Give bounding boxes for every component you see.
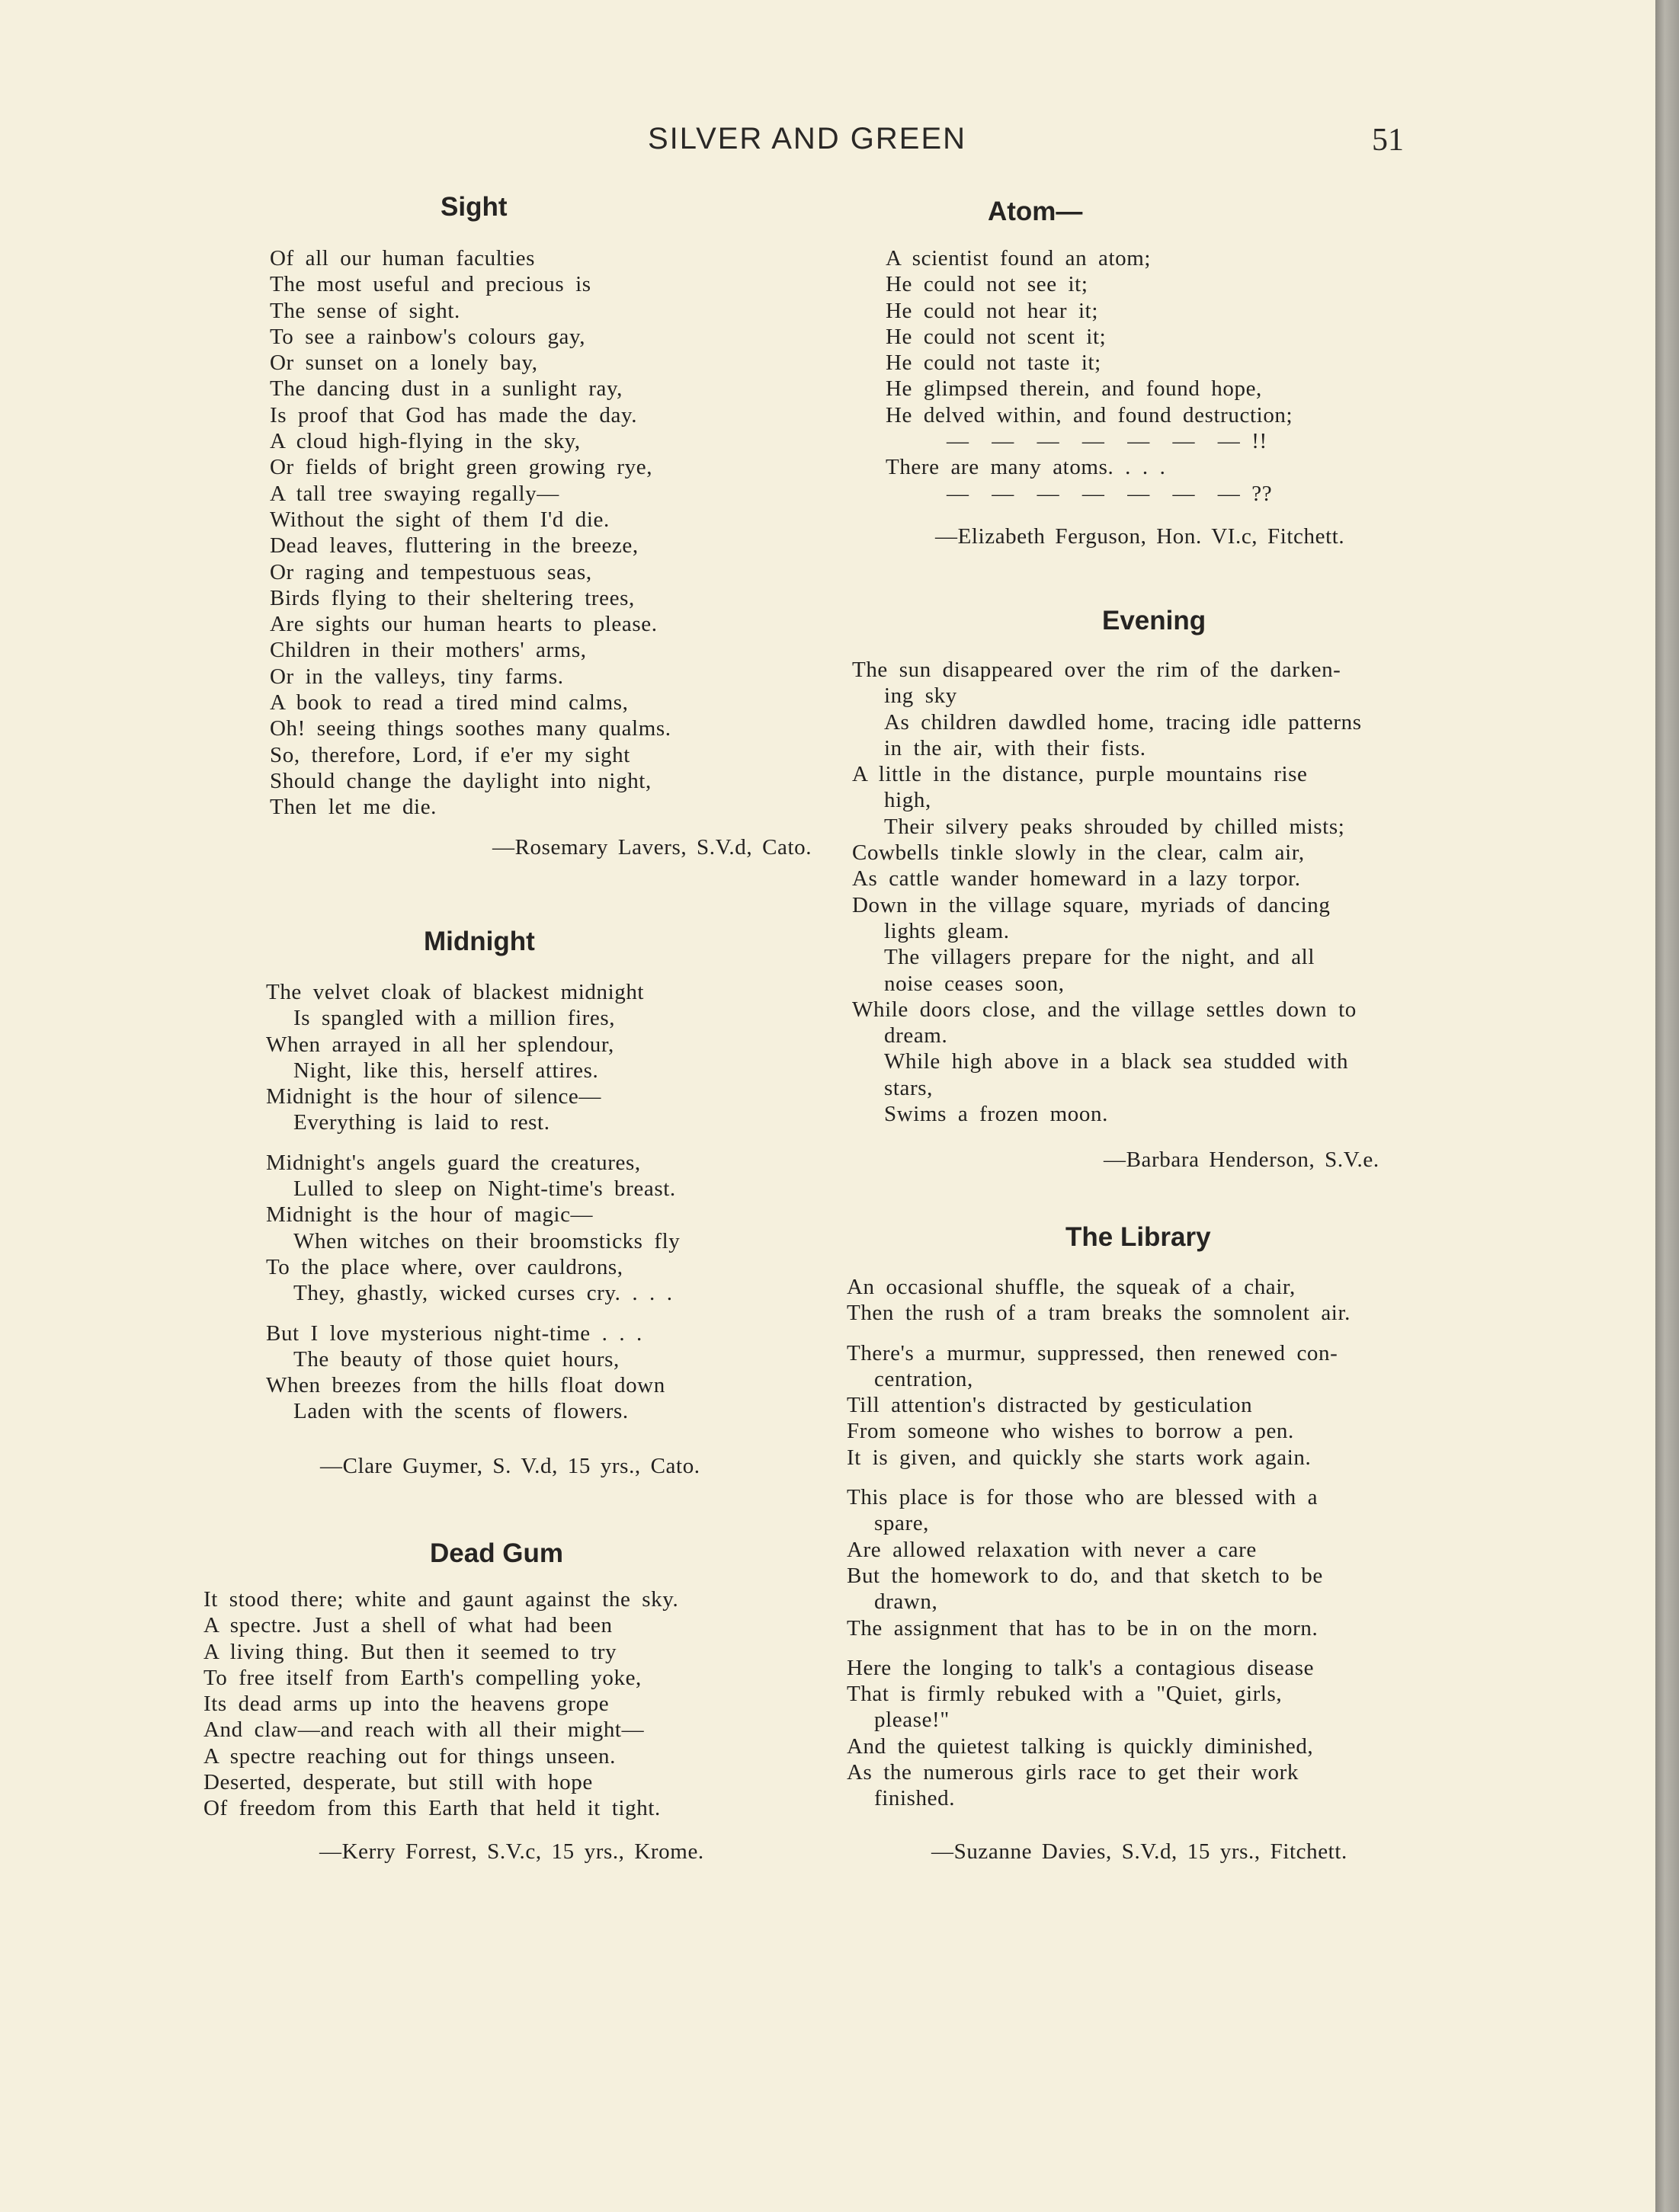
poem-line: A living thing. But then it seemed to try bbox=[203, 1639, 617, 1664]
poem-line: Laden with the scents of flowers. bbox=[293, 1399, 629, 1424]
poem-line: Should change the daylight into night, bbox=[270, 768, 652, 793]
poem-line: Are sights our human hearts to please. bbox=[270, 612, 658, 637]
poem-line: Midnight's angels guard the creatures, bbox=[266, 1150, 641, 1175]
page-number: 51 bbox=[1372, 123, 1404, 158]
poem-line: Oh! seeing things soothes many qualms. bbox=[270, 716, 671, 741]
author-atom: —Elizabeth Ferguson, Hon. VI.c, Fitchett. bbox=[935, 524, 1345, 549]
poem-line: He could not scent it; bbox=[886, 324, 1107, 349]
poem-line: Is spangled with a million fires, bbox=[293, 1006, 616, 1031]
poem-line: As the numerous girls race to get their work bbox=[847, 1760, 1299, 1785]
poem-line: Night, like this, herself attires. bbox=[293, 1058, 599, 1083]
poem-line: — — — — — — — ?? bbox=[947, 481, 1273, 506]
poem-line: When witches on their broomsticks fly bbox=[293, 1228, 681, 1253]
poem-title-library: The Library bbox=[1065, 1222, 1211, 1252]
poem-line: It stood there; white and gaunt against the sky. bbox=[203, 1587, 679, 1612]
poem-line: And the quietest talking is quickly diminished, bbox=[847, 1733, 1314, 1759]
poem-line: Or in the valleys, tiny farms. bbox=[270, 664, 564, 689]
poem-line: Midnight is the hour of silence— bbox=[266, 1084, 602, 1109]
poem-line: To the place where, over cauldrons, bbox=[266, 1254, 623, 1279]
poem-line: high, bbox=[884, 788, 931, 813]
poem-line: Children in their mothers' arms, bbox=[270, 638, 587, 663]
poem-line: centration, bbox=[874, 1366, 973, 1391]
poem-line: Down in the village square, myriads of dancing bbox=[852, 892, 1331, 917]
poem-line: That is firmly rebuked with a "Quiet, girls, bbox=[847, 1682, 1283, 1707]
poem-line: noise ceases soon, bbox=[884, 971, 1065, 996]
poem-atom bbox=[886, 245, 1293, 507]
poem-line: Dead leaves, fluttering in the breeze, bbox=[270, 533, 639, 559]
poem-line: From someone who wishes to borrow a pen. bbox=[847, 1419, 1294, 1444]
poem-line: stars, bbox=[884, 1075, 934, 1100]
poem-line: While doors close, and the village settles down to bbox=[852, 997, 1357, 1022]
poem-dead-gum bbox=[203, 1586, 678, 1822]
poem-line: finished. bbox=[874, 1786, 956, 1811]
poem-line: in the air, with their fists. bbox=[884, 735, 1146, 760]
poem-line: A scientist found an atom; bbox=[886, 246, 1152, 270]
poem-line: To free itself from Earth's compelling yoke, bbox=[203, 1665, 642, 1690]
poem-line: The sun disappeared over the rim of the darken- bbox=[852, 658, 1341, 682]
poem-line: drawn, bbox=[874, 1589, 938, 1615]
page-edge bbox=[1655, 0, 1679, 2212]
poem-line: But I love mysterious night-time . . . bbox=[266, 1320, 642, 1346]
poem-line: Everything is laid to rest. bbox=[293, 1110, 550, 1135]
poem-line: Swims a frozen moon. bbox=[884, 1102, 1108, 1127]
poem-line: Its dead arms up into the heavens grope bbox=[203, 1692, 610, 1717]
poem-line: Or sunset on a lonely bay, bbox=[270, 351, 538, 376]
poem-line: — — — — — — — !! bbox=[947, 429, 1267, 454]
poem-title-atom: Atom— bbox=[988, 197, 1083, 226]
poem-line: Of all our human faculties bbox=[270, 246, 536, 270]
poem-line: Deserted, desperate, but still with hope bbox=[203, 1770, 593, 1795]
poem-evening bbox=[852, 657, 1362, 1127]
poem-line: The beauty of those quiet hours, bbox=[293, 1346, 620, 1372]
poem-line: And claw—and reach with all their might— bbox=[203, 1717, 645, 1743]
poem-line: ing sky bbox=[884, 683, 957, 709]
poem-line: Or raging and tempestuous seas, bbox=[270, 559, 592, 584]
poem-line: Are allowed relaxation with never a care bbox=[847, 1537, 1257, 1562]
poem-line: When arrayed in all her splendour, bbox=[266, 1032, 614, 1057]
poem-line: please!" bbox=[874, 1708, 950, 1733]
author-evening: —Barbara Henderson, S.V.e. bbox=[1104, 1148, 1379, 1172]
poem-line: A tall tree swaying regally— bbox=[270, 481, 559, 506]
poem-line: Midnight is the hour of magic— bbox=[266, 1202, 594, 1228]
poem-line: A cloud high-flying in the sky, bbox=[270, 429, 581, 454]
poem-midnight bbox=[266, 979, 680, 1425]
poem-line: It is given, and quickly she starts work again. bbox=[847, 1445, 1312, 1470]
poem-line: Cowbells tinkle slowly in the clear, calm air, bbox=[852, 840, 1305, 866]
author-library: —Suzanne Davies, S.V.d, 15 yrs., Fitchett. bbox=[931, 1839, 1347, 1864]
poem-line: A little in the distance, purple mountains rise bbox=[852, 762, 1308, 787]
poem-line: There are many atoms. . . . bbox=[886, 455, 1166, 480]
poem-line: The velvet cloak of blackest midnight bbox=[266, 980, 645, 1004]
poem-line: lights gleam. bbox=[884, 918, 1010, 943]
poem-line: Their silvery peaks shrouded by chilled mists; bbox=[884, 814, 1345, 839]
poem-library bbox=[847, 1274, 1351, 1812]
poem-line: They, ghastly, wicked curses cry. . . . bbox=[293, 1281, 673, 1306]
poem-line: A spectre. Just a shell of what had been bbox=[203, 1613, 613, 1638]
poem-line: He delved within, and found destruction; bbox=[886, 402, 1293, 427]
poem-line: Then the rush of a tram breaks the somnolent air. bbox=[847, 1301, 1351, 1326]
poem-line: Here the longing to talk's a contagious disease bbox=[847, 1655, 1315, 1680]
author-midnight: —Clare Guymer, S. V.d, 15 yrs., Cato. bbox=[320, 1454, 700, 1478]
poem-line: But the homework to do, and that sketch to be bbox=[847, 1563, 1323, 1588]
poem-line: The dancing dust in a sunlight ray, bbox=[270, 376, 623, 402]
poem-line: spare, bbox=[874, 1511, 930, 1536]
author-dead-gum: —Kerry Forrest, S.V.c, 15 yrs., Krome. bbox=[319, 1839, 704, 1864]
poem-line: Birds flying to their sheltering trees, bbox=[270, 585, 635, 610]
poem-line: dream. bbox=[884, 1023, 948, 1048]
poem-title-evening: Evening bbox=[1102, 606, 1206, 635]
poem-line: He could not hear it; bbox=[886, 298, 1098, 323]
poem-line: The assignment that has to be in on the morn. bbox=[847, 1615, 1319, 1641]
poem-line: To see a rainbow's colours gay, bbox=[270, 324, 586, 349]
poem-line: Is proof that God has made the day. bbox=[270, 402, 638, 427]
poem-line: There's a murmur, suppressed, then renewed con- bbox=[847, 1340, 1338, 1365]
author-sight: —Rosemary Lavers, S.V.d, Cato. bbox=[492, 835, 812, 860]
poem-line: As children dawdled home, tracing idle patterns bbox=[884, 709, 1362, 735]
poem-title-dead-gum: Dead Gum bbox=[430, 1538, 564, 1568]
running-header: SILVER AND GREEN bbox=[648, 122, 967, 155]
poem-line: He could not taste it; bbox=[886, 351, 1101, 376]
poem-line: The most useful and precious is bbox=[270, 272, 591, 297]
poem-line: Then let me die. bbox=[270, 795, 437, 820]
poem-line: Without the sight of them I'd die. bbox=[270, 507, 610, 532]
poem-line: A book to read a tired mind calms, bbox=[270, 690, 629, 715]
poem-line: So, therefore, Lord, if e'er my sight bbox=[270, 742, 630, 767]
poem-line: This place is for those who are blessed with a bbox=[847, 1485, 1319, 1510]
poem-title-sight: Sight bbox=[441, 192, 508, 222]
poem-sight bbox=[270, 245, 671, 821]
poem-title-midnight: Midnight bbox=[424, 927, 535, 956]
poem-line: While high above in a black sea studded with bbox=[884, 1049, 1349, 1074]
poem-line: He could not see it; bbox=[886, 272, 1088, 297]
poem-line: As cattle wander homeward in a lazy torpor. bbox=[852, 866, 1301, 892]
poem-line: An occasional shuffle, the squeak of a chair, bbox=[847, 1275, 1296, 1299]
poem-line: The villagers prepare for the night, and all bbox=[884, 945, 1315, 970]
poem-line: Lulled to sleep on Night-time's breast. bbox=[293, 1176, 676, 1202]
poem-line: Till attention's distracted by gesticulation bbox=[847, 1393, 1253, 1418]
poem-line: A spectre reaching out for things unseen. bbox=[203, 1743, 616, 1769]
poem-line: Or fields of bright green growing rye, bbox=[270, 455, 653, 480]
poem-line: The sense of sight. bbox=[270, 298, 460, 323]
poem-line: He glimpsed therein, and found hope, bbox=[886, 376, 1262, 402]
poem-line: Of freedom from this Earth that held it tight. bbox=[203, 1796, 661, 1821]
poem-line: When breezes from the hills float down bbox=[266, 1373, 665, 1398]
